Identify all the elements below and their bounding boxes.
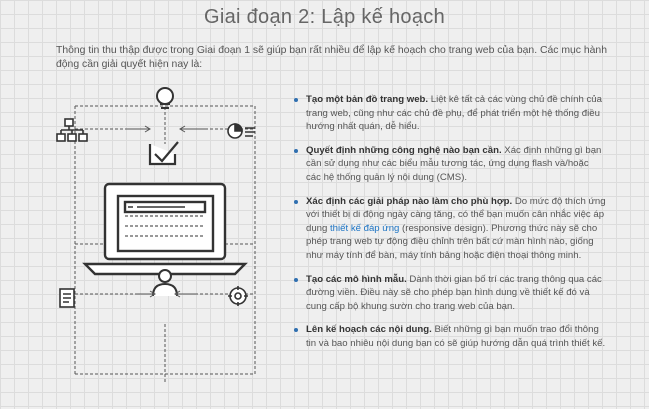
lightbulb-icon (157, 88, 173, 108)
document-icon (60, 289, 74, 307)
item-text: Xác định những gì bạn cần sử dụng như các biểu mẫu tương tác, ứng dụng flash và/hoặc các hệ thống quản lý nội dung (CMS). (306, 144, 602, 183)
list-item (294, 144, 606, 185)
item-text: (responsive design). Phương thức này sẽ cho phép trang web tự động điều chỉnh trên bất cứ màn hình nào, giống như máy tính để bàn, máy tính bảng hoặc điện thoại thông minh. (306, 222, 598, 261)
action-items-list (294, 93, 606, 361)
item-heading: Xác định các giải pháp nào làm cho phù hợp. (306, 195, 513, 207)
gear-icon (228, 286, 248, 306)
intro-text: Thông tin thu thập được trong Giai đoạn 1 sẽ giúp bạn rất nhiều để lập kế hoạch cho trang web của bạn. Các mục hành động cần giải quyết hiện nay là: (56, 45, 607, 70)
sitemap-icon (57, 119, 87, 141)
item-text: Liệt kê tất cả các vùng chủ đề chính của trang web, cũng như các chủ đề phụ, để phát triển một hệ thống điều hướng nhất quán, dễ hiểu. (306, 94, 602, 133)
list-item (294, 195, 606, 263)
planning-diagram (55, 84, 275, 404)
item-text: Do mức độ thích ứng với thiết bị di động ngày càng tăng, có thể bạn muốn cân nhắc việc áp dụng (306, 195, 606, 234)
laptop-icon (85, 184, 245, 274)
checkmark-icon (150, 142, 178, 164)
item-heading: Lên kế hoạch các nội dung. (306, 324, 432, 336)
chart-icon (228, 124, 255, 138)
responsive-design-link[interactable]: thiết kế đáp ứng (330, 222, 400, 234)
item-heading: Quyết định những công nghệ nào bạn cần. (306, 144, 502, 156)
item-text: Biết những gì bạn muốn trao đổi thông tin và bao nhiêu nội dung bạn có sẽ giúp hướng dẫn quá trình thiết kế. (306, 324, 606, 349)
item-heading: Tạo các mô hình mẫu. (306, 273, 407, 285)
item-text: Dành thời gian bố trí các trang thông qua các đường viền. Điều này sẽ cho phép bạn hình dung về thiết kế đó và cung cấp bộ khung sườn cho trang web của bạn. (306, 273, 602, 312)
list-item (294, 273, 606, 314)
item-heading: Tạo một bản đồ trang web. (306, 94, 429, 105)
page-title: Giai đoạn 2: Lập kế hoạch (203, 6, 445, 28)
list-item (294, 93, 606, 134)
list-item (294, 323, 606, 350)
planning-diagram-graphic (55, 84, 275, 404)
